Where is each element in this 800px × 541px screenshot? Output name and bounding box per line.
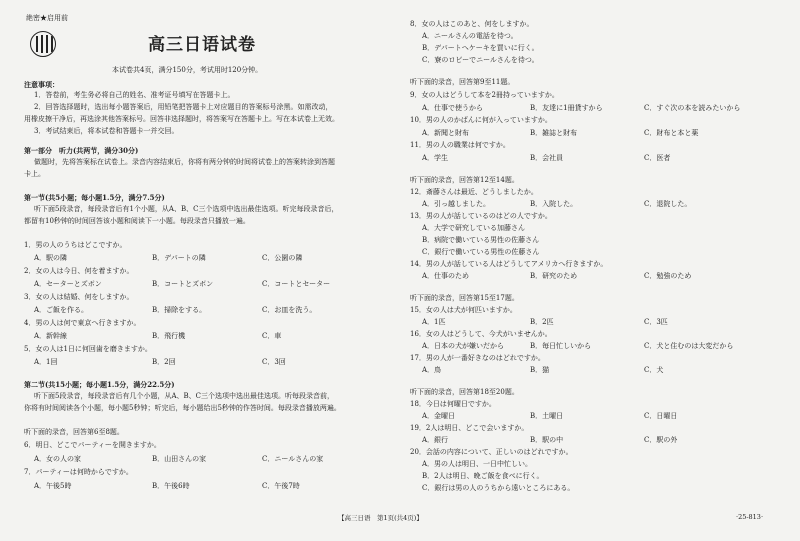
section2-desc-2: 你将有时间阅读各个小题，每小题5秒钟；听完后，每小题给出5秒钟的作答时间。每段录音播放两遍。 — [24, 404, 341, 412]
question-9: 9．女の人はどうして本を2冊持っていますか。 — [410, 91, 559, 99]
section2-heading: 第二节(共15小题；每小题1.5分，满分22.5分) — [24, 380, 175, 389]
q10-option-a[interactable]: A．新聞と財布 — [422, 129, 470, 137]
q1-option-a[interactable]: A．駅の隣 — [34, 254, 68, 262]
q12-option-c[interactable]: C．退院した。 — [644, 200, 692, 208]
q14-option-c[interactable]: C．勉強のため — [644, 272, 692, 280]
part1-heading: 第一部分 听力(共两节，满分30分) — [24, 146, 139, 155]
q1-option-b[interactable]: B．デパートの隣 — [152, 254, 206, 262]
q11-option-c[interactable]: C．医者 — [644, 154, 671, 162]
q8-option-b[interactable]: B．デパートへケーキを買いに行く。 — [422, 44, 539, 52]
page-title: 高三日语试卷 — [148, 35, 256, 55]
q19-option-a[interactable]: A．銀行 — [422, 436, 449, 444]
q18-option-c[interactable]: C．日曜日 — [644, 412, 678, 420]
q17-option-b[interactable]: B．猫 — [530, 366, 550, 374]
q9-option-c[interactable]: C．すぐ次の本を読みたいから — [644, 104, 741, 112]
q20-option-b[interactable]: B．2人は明日、晩ご飯を食べに行く。 — [422, 472, 544, 480]
q16-option-c[interactable]: C．犬と住むのは大変だから — [644, 342, 734, 350]
q11-option-b[interactable]: B．会社員 — [530, 154, 564, 162]
q3-option-b[interactable]: B．掃除をする。 — [152, 306, 207, 314]
note-2-cont: 用橡皮擦干净后，再选涂其他答案标号。回答非选择题时，将答案写在答题卡上。写在本试卷上无效。 — [24, 115, 339, 123]
q16-option-a[interactable]: A．日本の犬が嫌いだから — [422, 342, 505, 350]
listen-instruction-15-17: 听下面的录音，回答第15至17题。 — [410, 294, 519, 302]
question-19: 19．2人は明日、どこで会いますか。 — [410, 424, 529, 432]
notes-heading: 注意事项： — [24, 80, 59, 89]
question-12: 12．斎藤さんは最近、どうしましたか。 — [410, 188, 538, 196]
q16-option-b[interactable]: B．毎日忙しいから — [530, 342, 592, 350]
q13-option-b[interactable]: B．病院で働いている男性の佐藤さん — [422, 236, 540, 244]
section1-desc-1: 听下面5段录音，每段录音后有1个小题，从A、B、C三个选项中选出最佳选项。听完每段录音后， — [34, 205, 339, 213]
q5-option-b[interactable]: B．2回 — [152, 358, 176, 366]
question-20: 20．会話の内容について、正しいのはどれですか。 — [410, 448, 573, 456]
school-logo-icon — [30, 31, 56, 57]
page-footer: 【高三日语 第1页(共4页)】 — [338, 514, 423, 522]
question-11: 11．男の人の職業は何ですか。 — [410, 141, 510, 149]
q2-option-c[interactable]: C．コートとセーター — [262, 280, 331, 288]
question-18: 18．今日は何曜日ですか。 — [410, 400, 496, 408]
q20-option-c[interactable]: C．銀行は男の人のうちから遠いところにある。 — [422, 484, 575, 492]
q17-option-a[interactable]: A．鳥 — [422, 366, 442, 374]
q3-option-c[interactable]: C．お皿を洗う。 — [262, 306, 317, 314]
q9-option-b[interactable]: B．友達に1冊貸すから — [530, 104, 603, 112]
q15-option-a[interactable]: A．1匹 — [422, 318, 446, 326]
q7-option-b[interactable]: B．午後6時 — [152, 482, 190, 490]
q15-option-b[interactable]: B．2匹 — [530, 318, 554, 326]
question-15: 15．女の人は犬が何匹いますか。 — [410, 306, 517, 314]
q1-option-c[interactable]: C．公園の隣 — [262, 254, 303, 262]
q6-option-b[interactable]: B．山田さんの家 — [152, 455, 207, 463]
question-8: 8．女の人はこのあと、何をしますか。 — [410, 20, 534, 28]
question-4: 4．男の人は何で東京へ行きますか。 — [24, 319, 141, 327]
question-2: 2．女の人は今日、何を着ますか。 — [24, 267, 134, 275]
q20-option-a[interactable]: A．男の人は明日、一日中忙しい。 — [422, 460, 533, 468]
q17-option-c[interactable]: C．犬 — [644, 366, 664, 374]
q3-option-a[interactable]: A．ご飯を作る。 — [34, 306, 89, 314]
q4-option-b[interactable]: B．飛行機 — [152, 332, 186, 340]
secret-label: 絶密★启用前 — [26, 14, 68, 22]
q18-option-b[interactable]: B．土曜日 — [530, 412, 564, 420]
note-2: 2．回答选择题时，选出每小题答案后，用铅笔把答题卡上对应题目的答案标号涂黑。如需改动， — [34, 103, 333, 111]
section2-desc-1: 听下面5段录音，每段录音后有几个小题，从A、B、C三个选项中选出最佳选项。听每段录音前， — [34, 392, 335, 400]
part1-desc-2: 卡上。 — [24, 170, 45, 178]
question-6: 6．明日、どこでパーティーを開きますか。 — [24, 441, 161, 449]
q12-option-a[interactable]: A．引っ越しました。 — [422, 200, 491, 208]
q18-option-a[interactable]: A．金曜日 — [422, 412, 456, 420]
note-3: 3．考试结束后，将本试卷和答题卡一并交回。 — [34, 127, 179, 135]
question-13: 13．男の人が話しているのはどの人ですか。 — [410, 212, 552, 220]
question-1: 1．男の人のうちはどこですか。 — [24, 241, 127, 249]
q2-option-a[interactable]: A．セーターとズボン — [34, 280, 102, 288]
q12-option-b[interactable]: B．入院した。 — [530, 200, 578, 208]
part1-desc-1: 做题时，先将答案标在试卷上。录音内容结束后，你将有两分钟的时间将试卷上的答案转涂到答题 — [34, 158, 335, 166]
q6-option-c[interactable]: C．ニールさんの家 — [262, 455, 324, 463]
q8-option-a[interactable]: A．ニールさんの電話を待つ。 — [422, 32, 518, 40]
q8-option-c[interactable]: C．寮のロビーでニールさんを待つ。 — [422, 56, 539, 64]
exam-info: 本试卷共4页，满分150分，考试用时120分钟。 — [112, 66, 263, 74]
q10-option-b[interactable]: B．雑誌と財布 — [530, 129, 578, 137]
q14-option-b[interactable]: B．研究のため — [530, 272, 578, 280]
question-14: 14．男の人が話している人はどうしてアメリカへ行きますか。 — [410, 260, 608, 268]
question-7: 7．パーティーは何時からですか。 — [24, 468, 133, 476]
question-3: 3．女の人は結婚、何をしますか。 — [24, 293, 134, 301]
listen-instruction-6-8: 听下面的录音，回答第6至8题。 — [24, 428, 124, 436]
q19-option-c[interactable]: C．駅の外 — [644, 436, 678, 444]
q15-option-c[interactable]: C．3匹 — [644, 318, 668, 326]
question-10: 10．男の人のかばんに何が入っていますか。 — [410, 116, 552, 124]
section1-desc-2: 都留有10秒钟的时间回答该小题和阅读下一小题。每段录音只播放一遍。 — [24, 217, 250, 225]
q4-option-c[interactable]: C．車 — [262, 332, 282, 340]
listen-instruction-18-20: 听下面的录音，回答第18至20题。 — [410, 388, 519, 396]
listen-instruction-12-14: 听下面的录音，回答第12至14题。 — [410, 176, 519, 184]
section1-heading: 第一节(共5小题；每小题1.5分，满分7.5分) — [24, 193, 165, 202]
q13-option-a[interactable]: A．大学で研究している加藤さん — [422, 224, 526, 232]
q9-option-a[interactable]: A．仕事で使うから — [422, 104, 484, 112]
q5-option-a[interactable]: A．1回 — [34, 358, 58, 366]
q7-option-c[interactable]: C．午後7時 — [262, 482, 300, 490]
q7-option-a[interactable]: A．午後5時 — [34, 482, 72, 490]
note-1: 1．答卷前，考生务必将自己的姓名、准考证号填写在答题卡上。 — [34, 91, 235, 99]
q10-option-c[interactable]: C．財布と本と薬 — [644, 129, 699, 137]
q19-option-b[interactable]: B．駅の中 — [530, 436, 564, 444]
q2-option-b[interactable]: B．コートとズボン — [152, 280, 214, 288]
q4-option-a[interactable]: A．新幹線 — [34, 332, 68, 340]
q13-option-c[interactable]: C．銀行で働いている男性の佐藤さん — [422, 248, 540, 256]
q6-option-a[interactable]: A．女の人の家 — [34, 455, 82, 463]
footer-code: ·25-813· — [736, 513, 764, 521]
question-5: 5．女の人は1日に何回歯を磨きますか。 — [24, 345, 152, 353]
q14-option-a[interactable]: A．仕事のため — [422, 272, 470, 280]
q11-option-a[interactable]: A．学生 — [422, 154, 449, 162]
question-16: 16．女の人はどうして、今犬がいませんか。 — [410, 330, 552, 338]
question-17: 17．男の人が一番好きなのはどれですか。 — [410, 354, 545, 362]
listen-instruction-9-11: 听下面的录音，回答第9至11题。 — [410, 78, 515, 86]
q5-option-c[interactable]: C．3回 — [262, 358, 286, 366]
